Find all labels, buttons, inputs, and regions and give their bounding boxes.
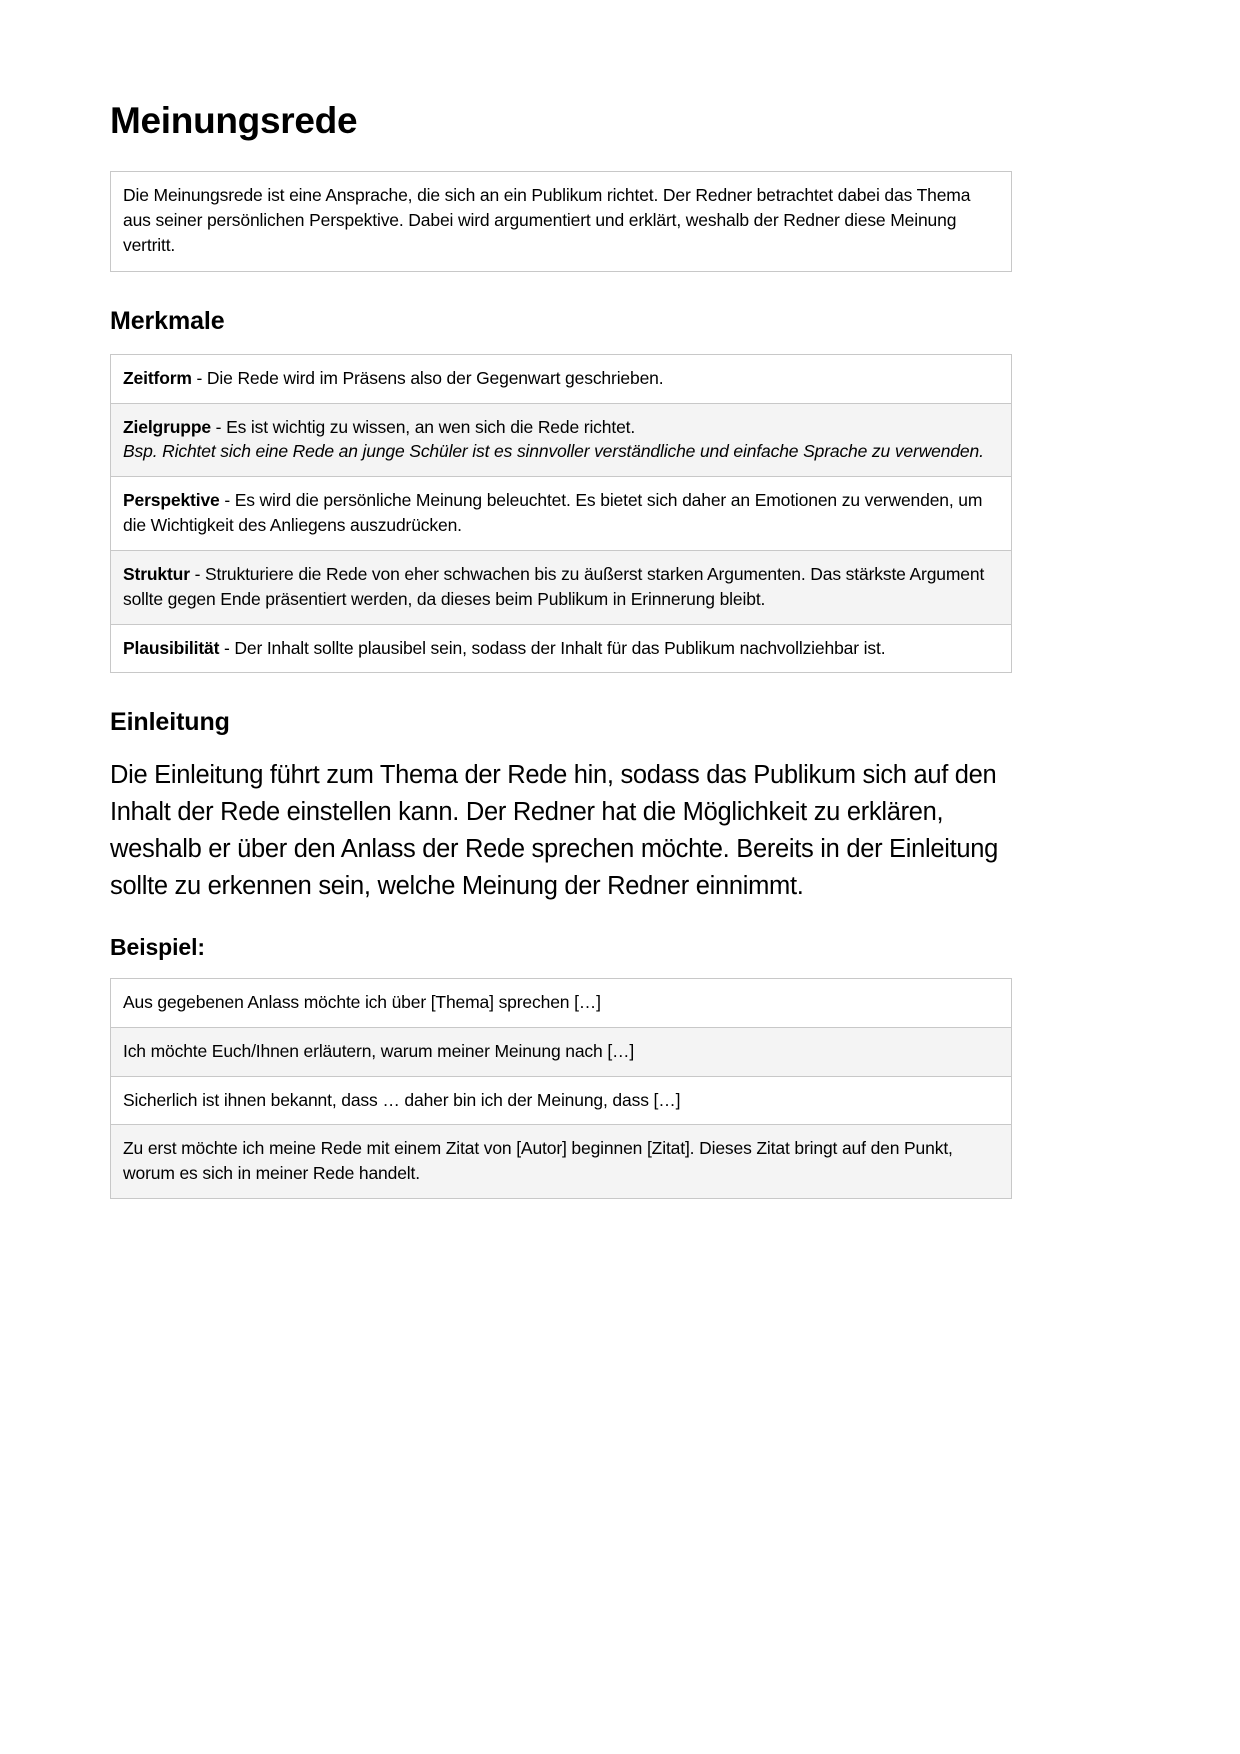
beispiel-cell: Ich möchte Euch/Ihnen erläutern, warum meiner Meinung nach […]: [111, 1027, 1012, 1076]
table-row: [111, 1076, 1012, 1125]
merkmale-text: Es wird die persönliche Meinung beleuchtet. Es bietet sich daher an Emotionen zu verwenden, um die Wichtigkeit des Anliegens auszudrücken.: [123, 490, 983, 536]
table-row: [111, 354, 1012, 403]
merkmale-term: Plausibilität: [123, 637, 220, 658]
beispiel-cell: Aus gegebenen Anlass möchte ich über [Thema] sprechen […]: [111, 978, 1012, 1027]
table-row: [111, 403, 1012, 477]
merkmale-cell-struktur: [111, 550, 1012, 624]
einleitung-heading: Einleitung: [110, 708, 230, 737]
page-title: Meinungsrede: [110, 100, 358, 141]
intro-paragraph: Die Meinungsrede ist eine Ansprache, die sich an ein Publikum richtet. Der Redner betrachtet dabei das Thema aus seiner persönlichen Perspektive. Dabei wird argumentiert und erklärt, weshalb der Redner diese Meinung vertritt.: [123, 184, 971, 256]
beispiel-heading: Beispiel:: [110, 934, 205, 961]
merkmale-cell-plausibilitaet: [111, 624, 1012, 673]
merkmale-term: Zielgruppe: [123, 416, 211, 437]
table-row: [111, 624, 1012, 673]
table-row: [111, 550, 1012, 624]
table-row: [111, 978, 1012, 1027]
intro-text-cell: [111, 171, 1012, 271]
merkmale-term: Struktur: [123, 563, 190, 584]
merkmale-separator: -: [219, 490, 235, 511]
merkmale-cell-zielgruppe: [111, 403, 1012, 477]
merkmale-text: Die Rede wird im Präsens also der Gegenwart geschrieben.: [206, 367, 664, 388]
merkmale-term: Zeitform: [123, 367, 192, 388]
intro-box: [110, 171, 1012, 272]
merkmale-separator: -: [189, 563, 205, 584]
merkmale-example: Bsp. Richtet sich eine Rede an junge Schüler ist es sinnvoller verständliche und einfache Sprache zu verwenden.: [123, 441, 984, 462]
beispiel-cell: Sicherlich ist ihnen bekannt, dass … daher bin ich der Meinung, dass […]: [111, 1076, 1012, 1125]
table-row: [111, 1125, 1012, 1199]
merkmale-separator: -: [219, 637, 235, 658]
einleitung-paragraph: Die Einleitung führt zum Thema der Rede hin, sodass das Publikum sich auf den Inhalt der Rede einstellen kann. Der Redner hat die Möglichkeit zu erklären, weshalb er über den Anlass der Rede sprechen möchte. Bereits in der Einleitung sollte zu erkennen sein, welche Meinung der Redner einnimmt.: [110, 761, 999, 900]
table-row: [111, 477, 1012, 551]
merkmale-text: Es ist wichtig zu wissen, an wen sich die Rede richtet.: [226, 416, 636, 437]
table-row: [111, 171, 1012, 271]
merkmale-table: [110, 354, 1012, 674]
merkmale-separator: -: [191, 367, 207, 388]
beispiel-table: [110, 978, 1012, 1199]
merkmale-heading: Merkmale: [110, 306, 225, 335]
merkmale-separator: -: [210, 416, 227, 437]
merkmale-cell-perspektive: [111, 477, 1012, 551]
merkmale-text: Der Inhalt sollte plausibel sein, sodass der Inhalt für das Publikum nachvollziehbar ist.: [234, 637, 886, 658]
table-row: [111, 1027, 1012, 1076]
beispiel-cell: Zu erst möchte ich meine Rede mit einem Zitat von [Autor] beginnen [Zitat]. Dieses Zitat bringt auf den Punkt, worum es sich in meiner Rede handelt.: [111, 1125, 1012, 1199]
merkmale-text: Strukturiere die Rede von eher schwachen bis zu äußerst starken Argumenten. Das stärkste Argument sollte gegen Ende präsentiert werden, da dieses beim Publikum in Erinnerung bleibt.: [123, 563, 985, 609]
merkmale-term: Perspektive: [123, 490, 220, 511]
merkmale-cell-zeitform: [111, 354, 1012, 403]
